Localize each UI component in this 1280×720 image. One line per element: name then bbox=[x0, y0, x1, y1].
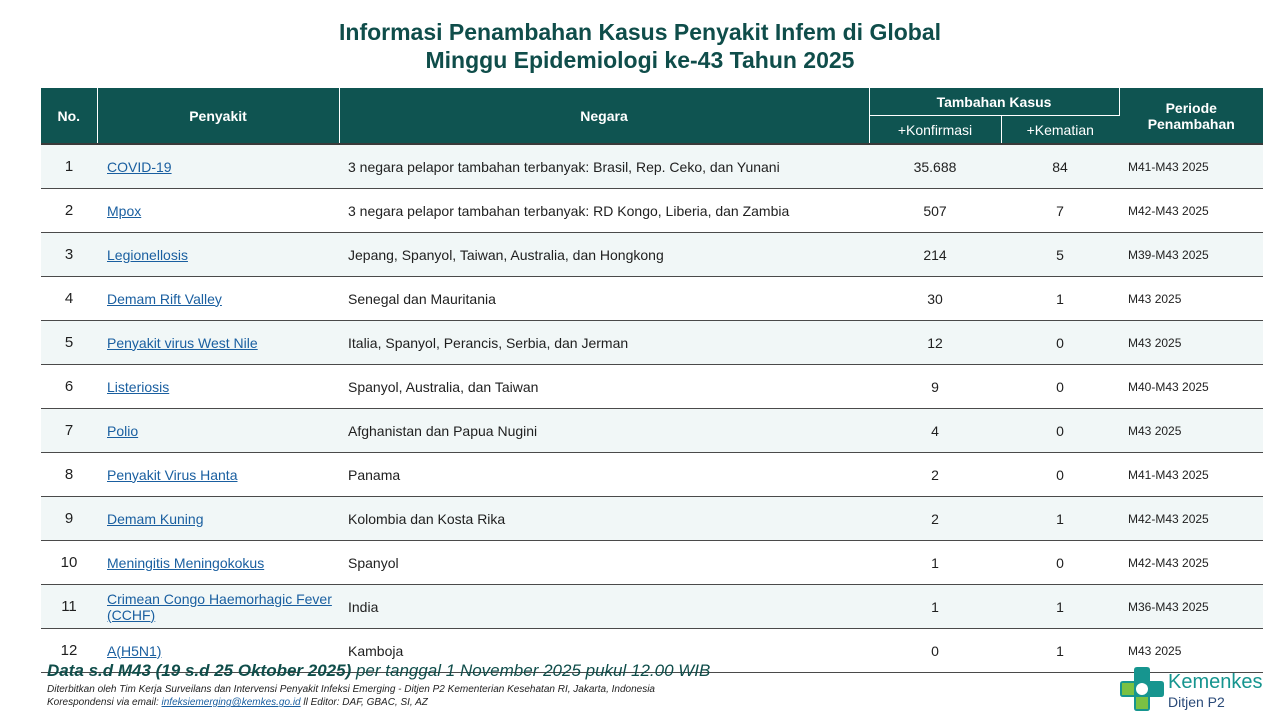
disease-cell bbox=[97, 321, 339, 365]
disease-cell bbox=[97, 144, 339, 189]
disease-link[interactable]: COVID-19 bbox=[107, 158, 172, 175]
country-cell: Panama bbox=[339, 453, 869, 497]
row-number: 8 bbox=[41, 453, 97, 497]
row-number: 10 bbox=[41, 541, 97, 585]
period-cell: M42-M43 2025 bbox=[1119, 189, 1263, 233]
period-cell: M43 2025 bbox=[1119, 409, 1263, 453]
footer-data-range: Data s.d M43 (19 s.d 25 Oktober 2025) bbox=[47, 661, 352, 680]
confirmed-cell: 0 bbox=[869, 629, 1001, 673]
row-number: 6 bbox=[41, 365, 97, 409]
country-cell: India bbox=[339, 585, 869, 629]
deaths-cell: 1 bbox=[1001, 277, 1119, 321]
title-line-2: Minggu Epidemiologi ke-43 Tahun 2025 bbox=[425, 47, 855, 73]
footer-correspondence bbox=[47, 697, 428, 708]
deaths-cell: 1 bbox=[1001, 497, 1119, 541]
header-kematian: +Kematian bbox=[1001, 116, 1119, 145]
header-periode bbox=[1119, 88, 1263, 144]
confirmed-cell: 4 bbox=[869, 409, 1001, 453]
confirmed-cell: 214 bbox=[869, 233, 1001, 277]
confirmed-cell: 12 bbox=[869, 321, 1001, 365]
disease-link[interactable]: A(H5N1) bbox=[107, 642, 162, 659]
country-cell: Kolombia dan Kosta Rika bbox=[339, 497, 869, 541]
row-number: 11 bbox=[41, 585, 97, 629]
country-cell: Spanyol, Australia, dan Taiwan bbox=[339, 365, 869, 409]
row-number: 5 bbox=[41, 321, 97, 365]
table-row bbox=[41, 497, 1263, 541]
disease-cell bbox=[97, 233, 339, 277]
cases-table bbox=[41, 88, 1263, 673]
confirmed-cell: 35.688 bbox=[869, 144, 1001, 189]
table-body bbox=[41, 144, 1263, 673]
disease-link[interactable]: Demam Rift Valley bbox=[107, 290, 222, 307]
row-number: 3 bbox=[41, 233, 97, 277]
disease-link[interactable]: Listeriosis bbox=[107, 378, 170, 395]
table-row bbox=[41, 233, 1263, 277]
country-cell: Afghanistan dan Papua Nugini bbox=[339, 409, 869, 453]
country-cell: Jepang, Spanyol, Taiwan, Australia, dan Hongkong bbox=[339, 233, 869, 277]
period-cell: M42-M43 2025 bbox=[1119, 541, 1263, 585]
table-row bbox=[41, 541, 1263, 585]
footer-corr-suffix: ll Editor: DAF, GBAC, SI, AZ bbox=[300, 697, 428, 708]
footer-published: Diterbitkan oleh Tim Kerja Surveilans dan Intervensi Penyakit Infeksi Emerging - Ditjen P2 Kementerian Kesehatan RI, Jakarta, Indonesia bbox=[47, 684, 655, 695]
period-cell: M43 2025 bbox=[1119, 321, 1263, 365]
disease-cell bbox=[97, 497, 339, 541]
header-negara: Negara bbox=[339, 88, 869, 144]
footer-data-date: per tanggal 1 November 2025 pukul 12.00 WIB bbox=[351, 661, 711, 680]
row-number: 1 bbox=[41, 144, 97, 189]
page-title bbox=[0, 18, 1280, 74]
logo-subtitle: Ditjen P2 bbox=[1168, 694, 1225, 710]
row-number: 12 bbox=[41, 629, 97, 673]
logo-name: Kemenkes bbox=[1168, 671, 1263, 693]
deaths-cell: 0 bbox=[1001, 409, 1119, 453]
disease-cell bbox=[97, 189, 339, 233]
footer-corr-prefix: Korespondensi via email: bbox=[47, 697, 162, 708]
period-cell: M43 2025 bbox=[1119, 277, 1263, 321]
deaths-cell: 84 bbox=[1001, 144, 1119, 189]
table-row bbox=[41, 144, 1263, 189]
header-no: No. bbox=[41, 88, 97, 144]
disease-link[interactable]: Legionellosis bbox=[107, 246, 188, 263]
period-cell: M41-M43 2025 bbox=[1119, 453, 1263, 497]
disease-link[interactable]: Polio bbox=[107, 422, 139, 439]
footer-email-link[interactable]: infeksiemerging@kemkes.go.id bbox=[161, 697, 301, 708]
disease-link[interactable]: Demam Kuning bbox=[107, 510, 204, 527]
country-cell: Senegal dan Mauritania bbox=[339, 277, 869, 321]
table-row bbox=[41, 321, 1263, 365]
confirmed-cell: 2 bbox=[869, 453, 1001, 497]
deaths-cell: 1 bbox=[1001, 629, 1119, 673]
deaths-cell: 0 bbox=[1001, 453, 1119, 497]
disease-link[interactable]: Penyakit Virus Hanta bbox=[107, 466, 238, 483]
disease-link[interactable]: Crimean Congo Haemorhagic Fever (CCHF) bbox=[107, 590, 332, 623]
table-row bbox=[41, 189, 1263, 233]
period-cell: M36-M43 2025 bbox=[1119, 585, 1263, 629]
period-cell: M40-M43 2025 bbox=[1119, 365, 1263, 409]
header-konfirmasi: +Konfirmasi bbox=[869, 116, 1001, 145]
row-number: 2 bbox=[41, 189, 97, 233]
disease-cell bbox=[97, 365, 339, 409]
period-cell: M42-M43 2025 bbox=[1119, 497, 1263, 541]
period-cell: M39-M43 2025 bbox=[1119, 233, 1263, 277]
disease-cell bbox=[97, 585, 339, 629]
header-penyakit: Penyakit bbox=[97, 88, 339, 144]
disease-cell bbox=[97, 409, 339, 453]
period-cell: M41-M43 2025 bbox=[1119, 144, 1263, 189]
country-cell: Kamboja bbox=[339, 629, 869, 673]
disease-cell bbox=[97, 541, 339, 585]
deaths-cell: 7 bbox=[1001, 189, 1119, 233]
country-cell: 3 negara pelapor tambahan terbanyak: RD Kongo, Liberia, dan Zambia bbox=[339, 189, 869, 233]
confirmed-cell: 1 bbox=[869, 585, 1001, 629]
disease-cell bbox=[97, 277, 339, 321]
row-number: 4 bbox=[41, 277, 97, 321]
deaths-cell: 0 bbox=[1001, 321, 1119, 365]
country-cell: 3 negara pelapor tambahan terbanyak: Brasil, Rep. Ceko, dan Yunani bbox=[339, 144, 869, 189]
row-number: 7 bbox=[41, 409, 97, 453]
header-tambahan-kasus: Tambahan Kasus bbox=[869, 88, 1119, 116]
table-row bbox=[41, 365, 1263, 409]
table-row bbox=[41, 409, 1263, 453]
confirmed-cell: 9 bbox=[869, 365, 1001, 409]
deaths-cell: 0 bbox=[1001, 365, 1119, 409]
country-cell: Italia, Spanyol, Perancis, Serbia, dan Jerman bbox=[339, 321, 869, 365]
confirmed-cell: 2 bbox=[869, 497, 1001, 541]
confirmed-cell: 1 bbox=[869, 541, 1001, 585]
deaths-cell: 1 bbox=[1001, 585, 1119, 629]
disease-link[interactable]: Mpox bbox=[107, 202, 142, 219]
disease-cell bbox=[97, 453, 339, 497]
table-row bbox=[41, 585, 1263, 629]
table-row bbox=[41, 277, 1263, 321]
disease-link[interactable]: Meningitis Meningokokus bbox=[107, 554, 265, 571]
deaths-cell: 5 bbox=[1001, 233, 1119, 277]
header-periode-line2: Penambahan bbox=[1147, 115, 1235, 132]
confirmed-cell: 507 bbox=[869, 189, 1001, 233]
deaths-cell: 0 bbox=[1001, 541, 1119, 585]
row-number: 9 bbox=[41, 497, 97, 541]
disease-link[interactable]: Penyakit virus West Nile bbox=[107, 334, 258, 351]
title-line-1: Informasi Penambahan Kasus Penyakit Infem di Global bbox=[339, 19, 941, 45]
country-cell: Spanyol bbox=[339, 541, 869, 585]
header-periode-line1: Periode bbox=[1165, 99, 1217, 116]
table-row bbox=[41, 453, 1263, 497]
confirmed-cell: 30 bbox=[869, 277, 1001, 321]
footer-data-note bbox=[47, 661, 710, 681]
period-cell: M43 2025 bbox=[1119, 629, 1263, 673]
